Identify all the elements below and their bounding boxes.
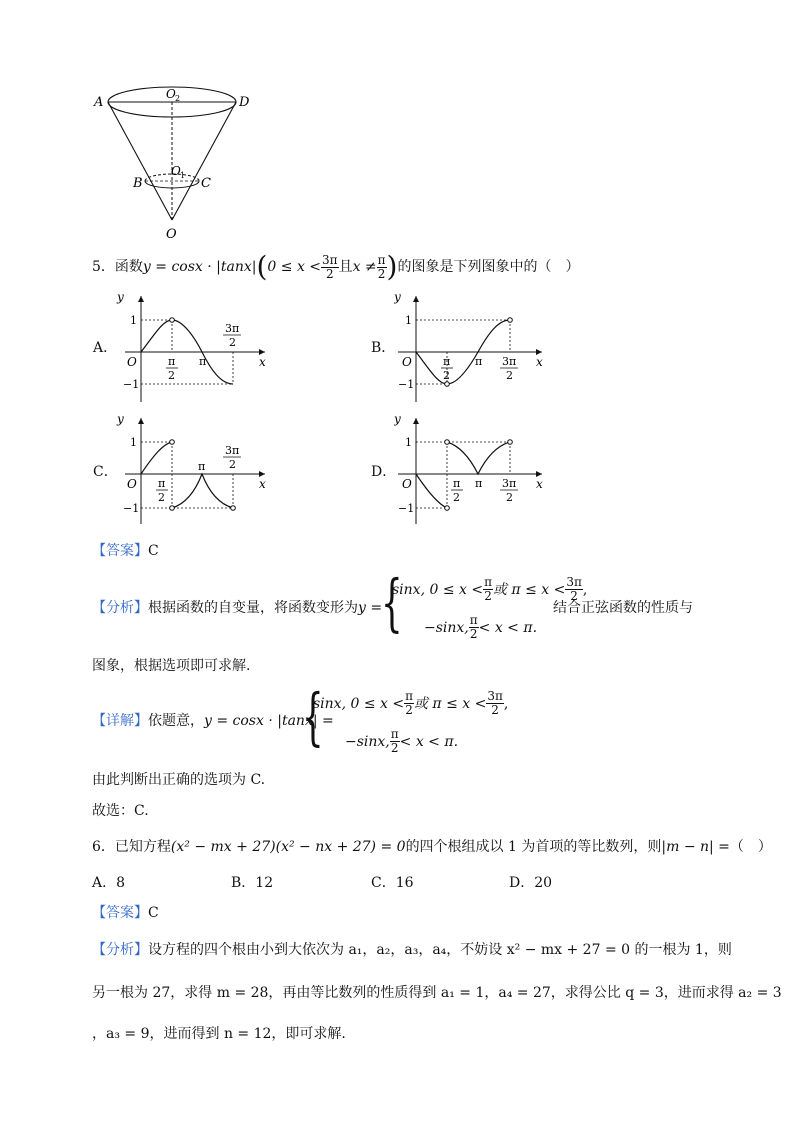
svg-text:2: 2 bbox=[158, 491, 165, 504]
label-O2-sub: 2 bbox=[175, 94, 181, 103]
answer-5 bbox=[92, 541, 159, 561]
svg-text:3π: 3π bbox=[502, 355, 517, 368]
cone-figure bbox=[92, 78, 262, 243]
analysis-5-line1 bbox=[92, 598, 382, 618]
curve-1 bbox=[416, 474, 447, 508]
generatrix-left bbox=[108, 102, 172, 220]
label-O1: O bbox=[171, 164, 181, 178]
svg-text:y: y bbox=[394, 290, 401, 304]
analysis-5-case2: −sinx, $\frac{\pi}{2}$ < x < π. bbox=[424, 613, 538, 641]
svg-text:1: 1 bbox=[130, 436, 137, 449]
analysis-y-eq: y = bbox=[358, 600, 383, 616]
detail-5-line1: 【详解】依题意，y = cosx · |tanx| = bbox=[92, 713, 334, 729]
q5-frac-3pi-2: $\frac{3\pi}{2}$ bbox=[322, 252, 338, 281]
detail-5-case2: −sinx, $\frac{\pi}{2}$ < x < π. bbox=[345, 727, 459, 755]
svg-text:O: O bbox=[402, 477, 412, 491]
detail-5-brace: { bbox=[302, 680, 324, 753]
answer-tag: 【答案】 bbox=[92, 543, 148, 559]
detail-5-line3: 故选：C. bbox=[92, 803, 149, 819]
option-label-D: D． bbox=[371, 464, 397, 480]
svg-text:3π: 3π bbox=[225, 322, 240, 335]
svg-text:1: 1 bbox=[130, 314, 137, 327]
graph-option-A bbox=[115, 290, 270, 405]
svg-text:π: π bbox=[453, 477, 461, 490]
detail-5-case1: sinx, 0 ≤ x < $\frac{\pi}{2}$ 或 π ≤ x < $\frac{3\pi}{2}$ , bbox=[313, 689, 509, 717]
hollow-point bbox=[170, 318, 175, 323]
svg-text:π: π bbox=[168, 355, 176, 368]
svg-text:π: π bbox=[443, 355, 451, 368]
label-D: D bbox=[239, 95, 250, 110]
q5-func: y = cosx · |tanx| bbox=[142, 259, 257, 275]
analysis-6-line2: 另一根为 27，求得 m = 28，再由等比数列的性质得到 a₁ = 1，a₄ = 27，求得公比 q = 3，进而求得 a₂ = 3 bbox=[92, 985, 782, 1001]
q6-option-D: D．20 bbox=[509, 875, 553, 891]
analysis-tag: 【分析】 bbox=[92, 600, 148, 616]
q5-cond-a: 0 ≤ x < bbox=[267, 259, 322, 275]
svg-text:π: π bbox=[475, 355, 483, 368]
q5-cond-b: x ≠ bbox=[352, 259, 377, 275]
q5-suffix: 的图象是下列图象中的（ ） bbox=[397, 259, 580, 275]
q5-cond-and: 且 bbox=[338, 259, 353, 275]
question-6: 6．已知方程(x² − mx + 27)(x² − nx + 27) = 0的四个根组成以 1 为首项的等比数列，则|m − n| =（ ） bbox=[92, 839, 772, 855]
svg-text:1: 1 bbox=[405, 436, 412, 449]
svg-text:2: 2 bbox=[506, 369, 513, 382]
svg-text:2: 2 bbox=[229, 336, 236, 349]
svg-text:−1: −1 bbox=[398, 502, 415, 515]
q6-option-B: B．12 bbox=[231, 875, 274, 891]
label-B: B bbox=[133, 176, 143, 191]
label-C: C bbox=[201, 176, 211, 191]
analysis-5-case1: sinx, 0 ≤ x < $\frac{\pi}{2}$ 或 π ≤ x < $\frac{3\pi}{2}$ , bbox=[392, 575, 588, 603]
graph-option-B bbox=[394, 290, 549, 405]
svg-text:π: π bbox=[475, 477, 483, 490]
curve-2 bbox=[172, 474, 233, 508]
svg-text:3π: 3π bbox=[225, 444, 240, 457]
analysis-6-line3: ，a₃ = 9，进而得到 n = 12，即可求解. bbox=[92, 1026, 346, 1042]
svg-text:x: x bbox=[536, 477, 543, 491]
question-5 bbox=[92, 250, 580, 283]
answer-value: C bbox=[148, 543, 159, 559]
svg-text:y: y bbox=[117, 290, 124, 304]
q5-paren-close: ) bbox=[386, 250, 398, 283]
q6-option-A: A．8 bbox=[92, 875, 126, 891]
svg-text:2: 2 bbox=[443, 369, 450, 382]
analysis-5-brace: { bbox=[381, 566, 403, 639]
option-label-C: C． bbox=[93, 464, 118, 480]
svg-text:y: y bbox=[117, 412, 124, 426]
svg-text:O: O bbox=[127, 355, 137, 369]
svg-text:2: 2 bbox=[506, 491, 513, 504]
q5-frac-pi-2: $\frac{\pi}{2}$ bbox=[377, 252, 386, 281]
graph-option-C bbox=[115, 412, 270, 527]
svg-text:y: y bbox=[394, 412, 401, 426]
q5-paren-open: ( bbox=[256, 250, 268, 283]
q5-prefix: 5．函数 bbox=[92, 259, 143, 275]
svg-text:π: π bbox=[198, 460, 206, 473]
option-label-A: A． bbox=[93, 340, 118, 356]
label-O2: O bbox=[166, 87, 176, 101]
svg-text:π: π bbox=[158, 477, 166, 490]
analysis-6-line1: 【分析】设方程的四个根由小到大依次为 a₁，a₂，a₃，a₄，不妨设 x² − mx + 27 = 0 的一根为 1，则 bbox=[92, 942, 732, 958]
option-label-B: B． bbox=[371, 340, 396, 356]
detail-5-line2: 由此判断出正确的选项为 C. bbox=[92, 772, 266, 788]
svg-text:−1: −1 bbox=[123, 502, 140, 515]
label-O1-sub: 1 bbox=[180, 171, 186, 180]
svg-text:−1: −1 bbox=[123, 378, 140, 391]
svg-text:3π: 3π bbox=[502, 477, 517, 490]
svg-text:O: O bbox=[127, 477, 137, 491]
analysis-5-text3: 图象，根据选项即可求解. bbox=[92, 658, 251, 674]
svg-text:2: 2 bbox=[229, 458, 236, 471]
svg-text:−1: −1 bbox=[398, 378, 415, 391]
svg-text:1: 1 bbox=[405, 314, 412, 327]
detail-tag: 【详解】 bbox=[92, 713, 148, 729]
svg-text:O: O bbox=[402, 355, 412, 369]
graph-option-D bbox=[394, 412, 549, 527]
generatrix-right bbox=[172, 102, 236, 220]
svg-text:x: x bbox=[259, 477, 266, 491]
svg-text:x: x bbox=[259, 355, 266, 369]
label-A: A bbox=[94, 95, 104, 110]
q6-option-C: C．16 bbox=[371, 875, 414, 891]
label-O: O bbox=[166, 227, 177, 242]
svg-text:π: π bbox=[199, 355, 207, 368]
answer-6: 【答案】C bbox=[92, 905, 159, 921]
analysis-5-text2: 结合正弦函数的性质与 bbox=[553, 600, 693, 616]
curve-1 bbox=[141, 442, 172, 474]
curve-2 bbox=[447, 442, 510, 474]
analysis-text1: 根据函数的自变量，将函数变形为 bbox=[148, 600, 358, 616]
svg-text:2: 2 bbox=[168, 369, 175, 382]
y-arrow bbox=[138, 296, 144, 302]
svg-text:x: x bbox=[536, 355, 543, 369]
svg-text:2: 2 bbox=[453, 491, 460, 504]
